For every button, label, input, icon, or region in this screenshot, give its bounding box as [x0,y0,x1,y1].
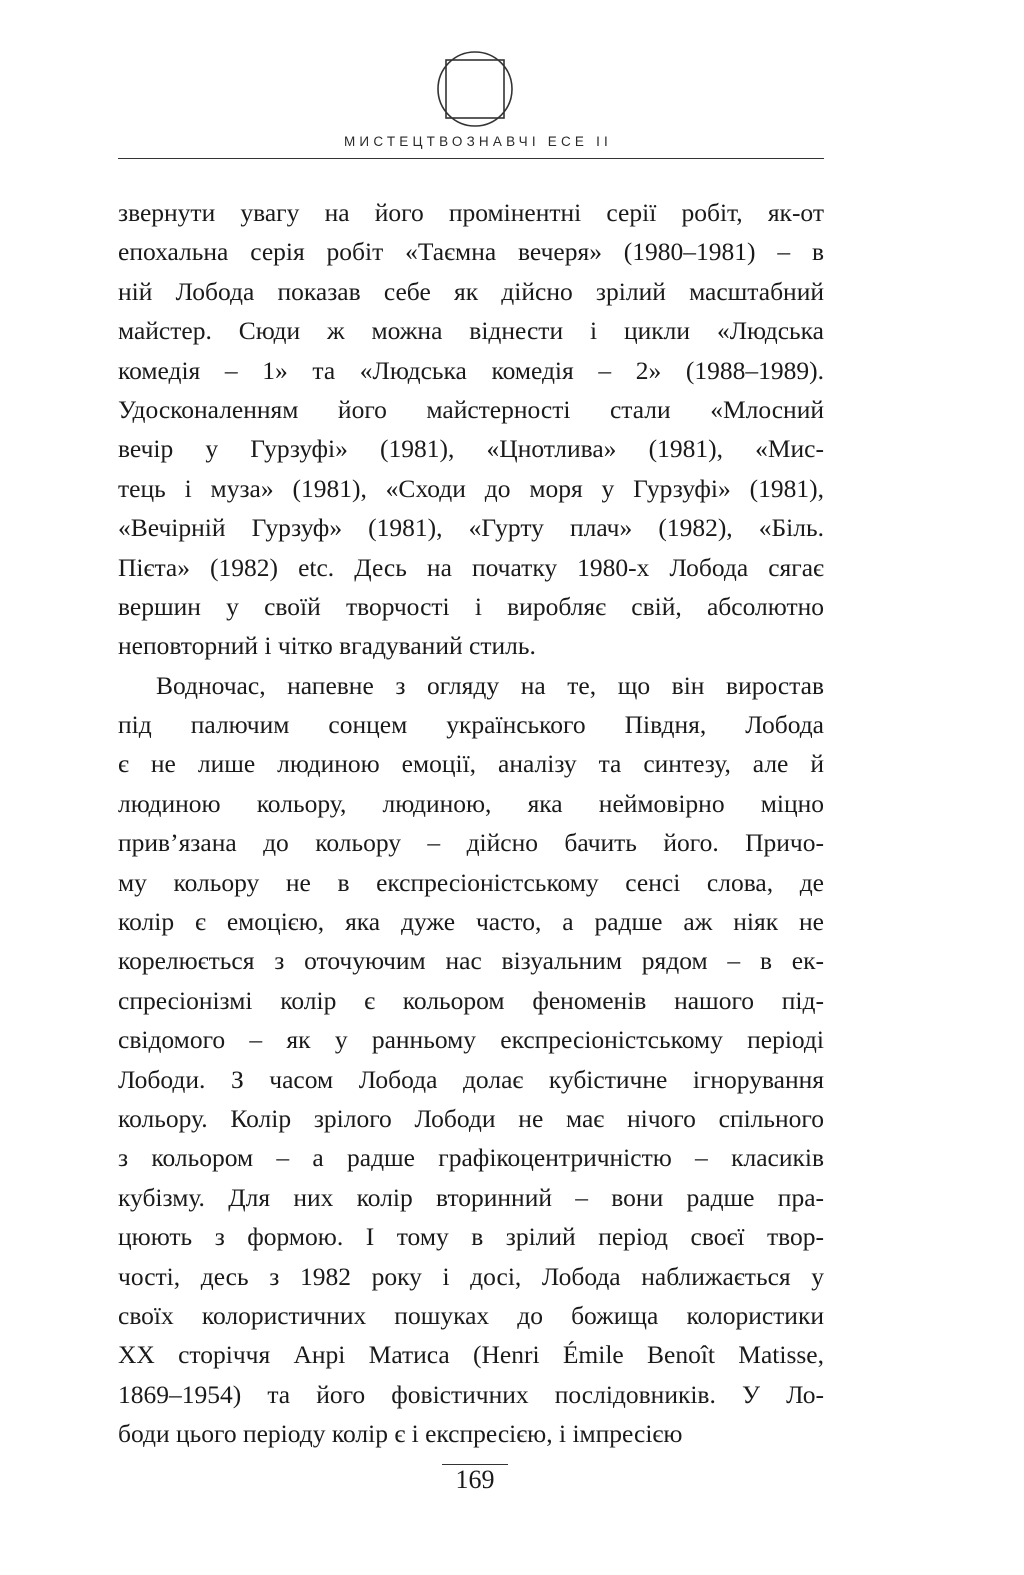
text-line: неповторний і чітко вгадуваний стиль. [118,631,536,661]
text-line: кубізму. Для них колір вторинний – вони радше пра- [118,1182,824,1212]
text-line: му кольору не в експресіоністському сенсі слова, де [118,867,824,897]
text-line: колір є емоцією, яка дуже часто, а радше аж ніяк не [118,907,824,937]
text-line: цюють з формою. І тому в зрілий період своєї твор- [118,1222,824,1252]
text-line: ній Лобода показав себе як дійсно зрілий масштабний [118,276,824,306]
text-line: майстер. Сюди ж можна віднести і цикли «Людська [118,316,824,346]
paragraph [118,193,824,666]
text-line: прив’язана до кольору – дійсно бачить його. Причо- [118,828,824,858]
text-line: вечір у Гурзуфі» (1981), «Цнотлива» (1981), «Мис- [118,434,824,464]
text-line: Пієта» (1982) etc. Десь на початку 1980-х Лобода сягає [118,552,824,582]
text-line: 1869–1954) та його фовістичних послідовників. У Ло- [118,1379,824,1409]
text-line: спресіонізмі колір є кольором феноменів нашого під- [118,985,824,1015]
text-line: своїх колористичних пошуках до божища колористики [118,1300,824,1330]
text-line: звернути увагу на його промінентні серії робіт, як-от [118,198,824,227]
text-line: є не лише людиною емоції, аналізу та синтезу, але й [118,749,824,779]
text-line: тець і муза» (1981), «Сходи до моря у Гурзуфі» (1981), [118,473,824,503]
text-line: корелюється з оточуючим нас візуальним рядом – в ек- [118,946,824,976]
text-line: «Вечірній Гурзуф» (1981), «Гурту плач» (1982), «Біль. [118,513,824,543]
text-line: епохальна серія робіт «Таємна вечеря» (1980–1981) – в [118,237,824,267]
text-line: Удосконаленням його майстерності стали «Млосний [118,394,824,424]
text-line: боди цього періоду колір є і експресією, і імпресією [118,1419,683,1449]
running-head [118,134,824,156]
text-line: з кольором – а радше графікоцентричністю – класиків [118,1143,824,1173]
text-line: Водночас, напевне з огляду на те, що він виростав [156,670,824,700]
text-line: кольору. Колір зрілого Лободи не має нічого спільного [118,1103,824,1133]
page-number: 169 [442,1464,508,1495]
text-line: вершин у своїй творчості і виробляє свій, абсолютно [118,591,824,621]
header-rule [118,158,824,159]
text-line: чості, десь з 1982 року і досі, Лобода наближається у [118,1261,824,1291]
running-title: МИСТЕЦТВОЗНАВЧІ ЕСЕ ІІ [343,134,612,149]
text-line: свідомого – як у ранньому експресіоністському періоді [118,1025,824,1055]
text-line: під палючим сонцем українського Півдня, Лобода [118,710,824,740]
circle-square-emblem-icon [436,50,514,128]
paragraph [118,666,824,1454]
text-line: комедія – 1» та «Людська комедія – 2» (1988–1989). [118,355,824,385]
text-line: людиною кольору, людиною, яка неймовірно міцно [118,788,824,818]
text-line: Лободи. З часом Лобода долає кубістичне ігнорування [118,1064,824,1094]
text-line: ХХ сторіччя Анрі Матиса (Henri Émile Benoît Matisse, [118,1340,824,1370]
body-text [118,193,824,1454]
